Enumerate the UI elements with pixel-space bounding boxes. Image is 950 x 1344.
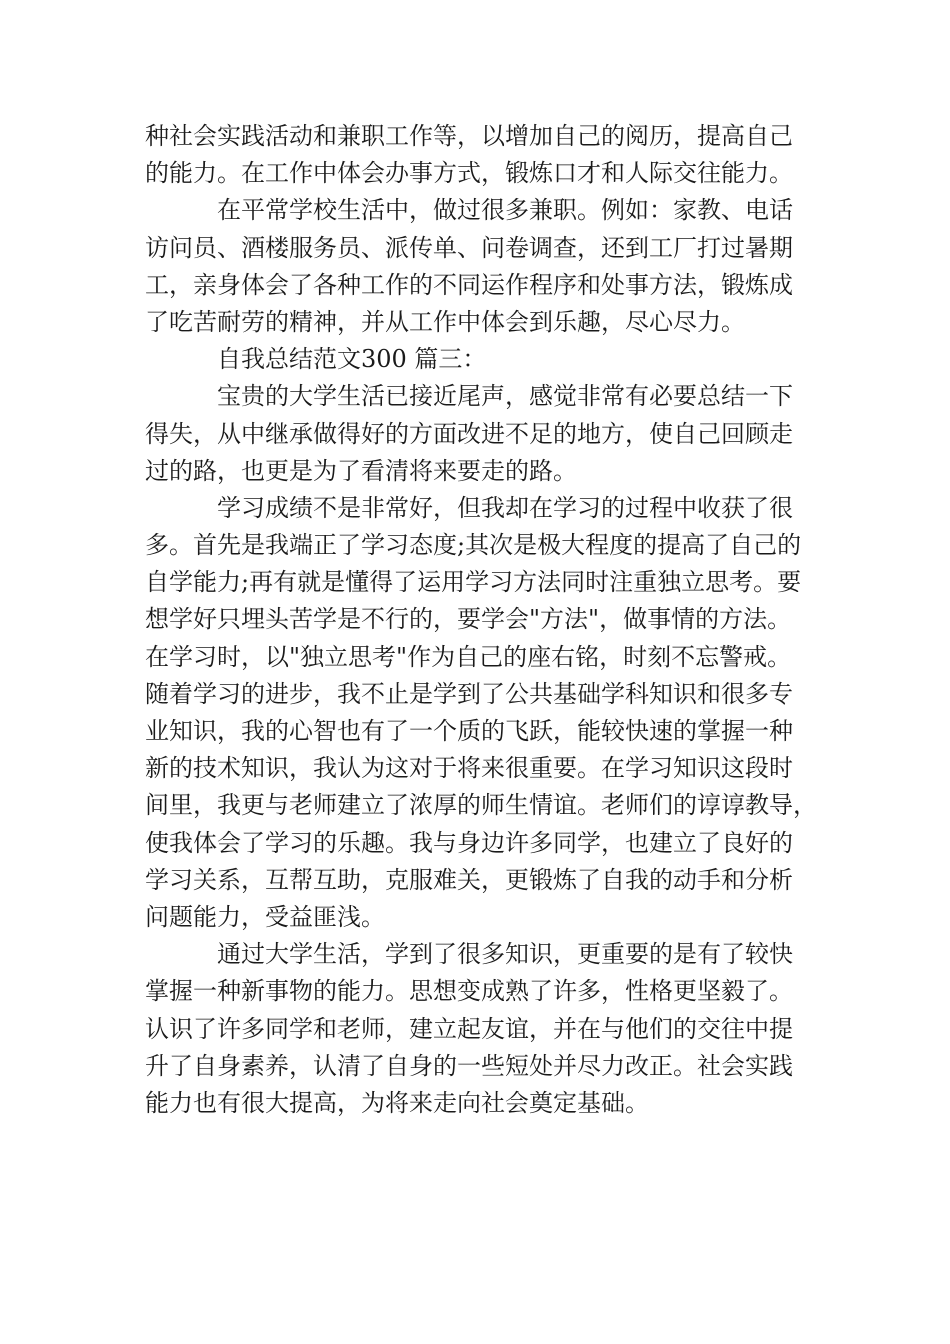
text-line: 问题能力，受益匪浅。 xyxy=(145,902,385,931)
text-line: 使我体会了学习的乐趣。我与身边许多同学，也建立了良好的 xyxy=(145,828,793,857)
text-line: 访问员、酒楼服务员、派传单、问卷调查，还到工厂打过暑期 xyxy=(145,233,793,262)
text-line: 的能力。在工作中体会办事方式，锻炼口才和人际交往能力。 xyxy=(145,159,793,188)
text-line: 宝贵的大学生活已接近尾声，感觉非常有必要总结一下 xyxy=(217,382,793,411)
text-line: 随着学习的进步，我不止是学到了公共基础学科知识和很多专 xyxy=(145,679,793,708)
text-line: 学习成绩不是非常好，但我却在学习的过程中收获了很 xyxy=(217,493,793,522)
text-line: 升了自身素养，认清了自身的一些短处并尽力改正。社会实践 xyxy=(145,1051,793,1080)
text-line: 多。首先是我端正了学习态度;其次是极大程度的提高了自己的 xyxy=(145,531,802,560)
text-line: 认识了许多同学和老师，建立起友谊，并在与他们的交往中提 xyxy=(145,1014,793,1043)
text-line: 在学习时，以"独立思考"作为自己的座右铭，时刻不忘警戒。 xyxy=(145,642,792,671)
section-heading: 自我总结范文300 篇三： xyxy=(217,345,487,374)
text-line: 新的技术知识，我认为这对于将来很重要。在学习知识这段时 xyxy=(145,754,793,783)
text-line: 过的路，也更是为了看清将来要走的路。 xyxy=(145,456,577,485)
text-line: 通过大学生活，学到了很多知识，更重要的是有了较快 xyxy=(217,940,793,969)
text-line: 了吃苦耐劳的精神，并从工作中体会到乐趣，尽心尽力。 xyxy=(145,307,745,336)
text-line: 得失，从中继承做得好的方面改进不足的地方，使自己回顾走 xyxy=(145,419,793,448)
text-line: 自学能力;再有就是懂得了运用学习方法同时注重独立思考。要 xyxy=(145,568,802,597)
text-line: 间里，我更与老师建立了浓厚的师生情谊。老师们的谆谆教导， xyxy=(145,791,817,820)
text-line: 学习关系，互帮互助，克服难关，更锻炼了自我的动手和分析 xyxy=(145,865,793,894)
text-line: 业知识，我的心智也有了一个质的飞跃，能较快速的掌握一种 xyxy=(145,717,793,745)
text-line: 掌握一种新事物的能力。思想变成熟了许多，性格更坚毅了。 xyxy=(145,977,793,1006)
document-body xyxy=(145,118,817,1122)
text-line: 工，亲身体会了各种工作的不同运作程序和处事方法，锻炼成 xyxy=(145,270,793,299)
text-line: 能力也有很大提高，为将来走向社会奠定基础。 xyxy=(145,1088,649,1117)
text-line: 想学好只埋头苦学是不行的，要学会"方法"，做事情的方法。 xyxy=(145,605,792,634)
text-line: 在平常学校生活中，做过很多兼职。例如：家教、电话 xyxy=(217,196,793,225)
text-line: 种社会实践活动和兼职工作等，以增加自己的阅历，提高自己 xyxy=(145,122,793,150)
